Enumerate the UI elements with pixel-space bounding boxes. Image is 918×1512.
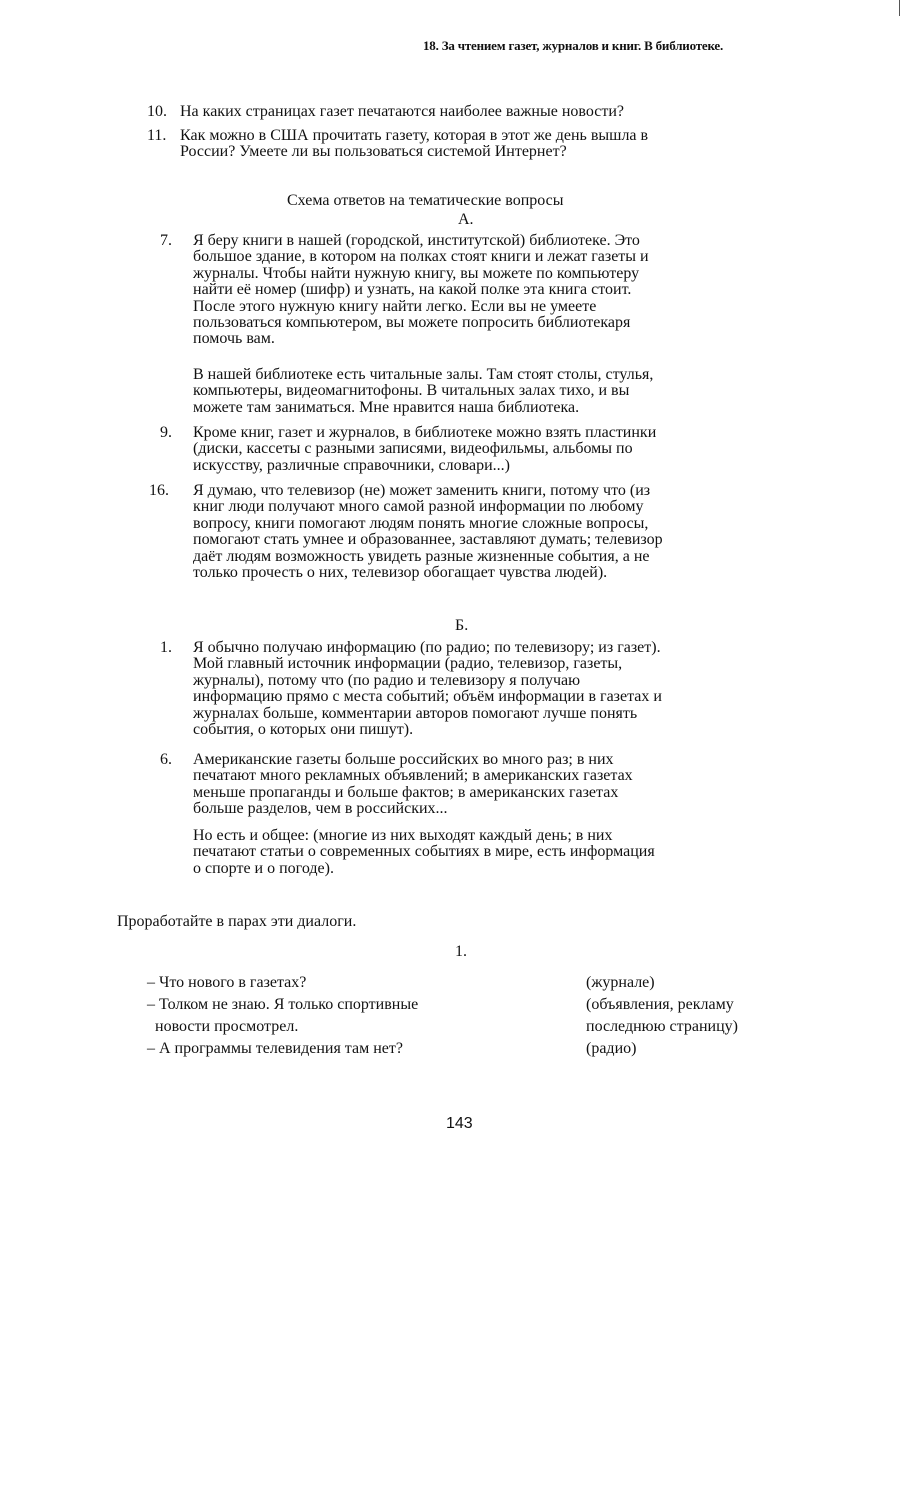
- item-number: 10.: [147, 103, 167, 120]
- scheme-title: Схема ответов на тематические вопросы: [287, 192, 564, 209]
- text-line: Как можно в США прочитать газету, которая в этот же день вышла в: [180, 127, 649, 144]
- answer-a-9: [160, 424, 657, 474]
- text-line: России? Умеете ли вы пользоваться системой Интернет?: [180, 143, 567, 160]
- dialog-substitutions: [586, 972, 738, 1060]
- item-number: 7.: [160, 232, 172, 249]
- dialog-substitution: (радио): [586, 1040, 637, 1057]
- scan-edge-mark: [899, 0, 900, 16]
- dialog-lines: [147, 972, 418, 1060]
- text-line: Я думаю, что телевизор (не) может заменить книги, потому что (из: [193, 482, 651, 499]
- answer-a-cont: [193, 367, 653, 416]
- dialog-line: новости просмотрел.: [147, 1018, 299, 1035]
- text-line: журналы), потому что (по радио и телевизору я получаю: [193, 671, 581, 689]
- question-11: [147, 127, 649, 160]
- item-number: 6.: [160, 751, 172, 768]
- text-line: события, о которых они пишут).: [193, 721, 414, 739]
- item-number: 16.: [149, 482, 169, 499]
- question-10: [147, 103, 624, 120]
- item-number: 9.: [160, 424, 172, 441]
- text-line: компьютеры, видеомагнитофоны. В читальных залах тихо, и вы: [193, 382, 630, 400]
- text-line: журналах больше, комментарии авторов помогают лучше понять: [193, 704, 638, 722]
- text-line: вопросу, книги помогают людям понять многие сложные вопросы,: [193, 514, 649, 532]
- answer-a-16: [149, 482, 663, 582]
- item-number: 11.: [147, 127, 167, 144]
- instruction: Проработайте в парах эти диалоги.: [117, 913, 357, 930]
- dialog-substitution: (объявления, рекламу: [586, 996, 734, 1013]
- text-line: журналы. Чтобы найти нужную книгу, вы можете по компьютеру: [193, 264, 640, 282]
- text-line: пользоваться компьютером, вы можете попросить библиотекаря: [193, 314, 631, 332]
- dialog-substitution: (журнале): [586, 974, 655, 991]
- answer-b-cont: [193, 828, 655, 877]
- text-line: печатают много рекламных объявлений; в американских газетах: [193, 767, 633, 785]
- dialog-line: – А программы телевидения там нет?: [147, 1040, 403, 1057]
- text-line: помочь вам.: [193, 330, 275, 348]
- text-line: больше разделов, чем в российских...: [193, 800, 448, 818]
- text-line: книг люди получают много самой разной информации по любому: [193, 498, 644, 516]
- dialog-label: 1.: [455, 943, 467, 960]
- text-line: можете там заниматься. Мне нравится наша библиотека.: [193, 398, 580, 416]
- running-head: 18. За чтением газет, журналов и книг. В библиотеке.: [423, 38, 724, 53]
- text-line: Я беру книги в нашей (городской, институтской) библиотеке. Это: [193, 232, 640, 249]
- text-line: Мой главный источник информации (радио, телевизор, газеты,: [193, 655, 623, 673]
- text-line: только прочесть о них, телевизор обогащает чувства людей).: [193, 564, 608, 582]
- text-line: даёт людям возможность увидеть разные жизненные события, а не: [193, 547, 650, 565]
- answer-b-6: [160, 751, 633, 818]
- text-line: Но есть и общее: (многие из них выходят каждый день; в них: [193, 827, 613, 844]
- text-line: На каких страницах газет печатаются наиболее важные новости?: [180, 103, 624, 120]
- text-line: В нашей библиотеке есть читальные залы. Там стоят столы, стулья,: [193, 366, 654, 383]
- page-number: 143: [446, 1115, 473, 1132]
- text-line: печатают статьи о современных событиях в мире, есть информация: [193, 843, 655, 861]
- section-b-label: Б.: [455, 617, 469, 634]
- text-line: Кроме книг, газет и журналов, в библиотеке можно взять пластинки: [193, 424, 657, 441]
- text-line: После этого нужную книгу найти легко. Если вы не умеете: [193, 297, 597, 315]
- text-line: Я обычно получаю информацию (по радио; по телевизору; из газет).: [193, 639, 661, 656]
- dialog-substitution: последнюю страницу): [586, 1018, 738, 1035]
- dialog-line: – Толком не знаю. Я только спортивные: [147, 996, 419, 1013]
- text-line: меньше пропаганды и больше фактов; в американских газетах: [193, 783, 619, 801]
- dialog-line: – Что нового в газетах?: [147, 974, 307, 991]
- section-a-label: А.: [458, 211, 474, 228]
- text-line: о спорте и о погоде).: [193, 859, 334, 877]
- text-line: большое здание, в котором на полках стоят книги и лежат газеты и: [193, 248, 649, 266]
- text-line: найти её номер (шифр) и узнать, на какой полке эта книга стоит.: [193, 281, 632, 299]
- text-line: (диски, кассеты с разными записями, видеофильмы, альбомы по: [193, 440, 633, 458]
- answer-a-7: [160, 232, 649, 348]
- item-number: 1.: [160, 639, 172, 656]
- text-line: Американские газеты больше российских во много раз; в них: [193, 751, 614, 768]
- text-line: информацию прямо с места событий; объём информации в газетах и: [193, 688, 662, 706]
- text-line: помогают стать умнее и образованнее, заставляют думать; телевизор: [193, 531, 663, 549]
- text-line: искусству, различные справочники, словари...): [193, 456, 510, 474]
- answer-b-1: [160, 639, 662, 739]
